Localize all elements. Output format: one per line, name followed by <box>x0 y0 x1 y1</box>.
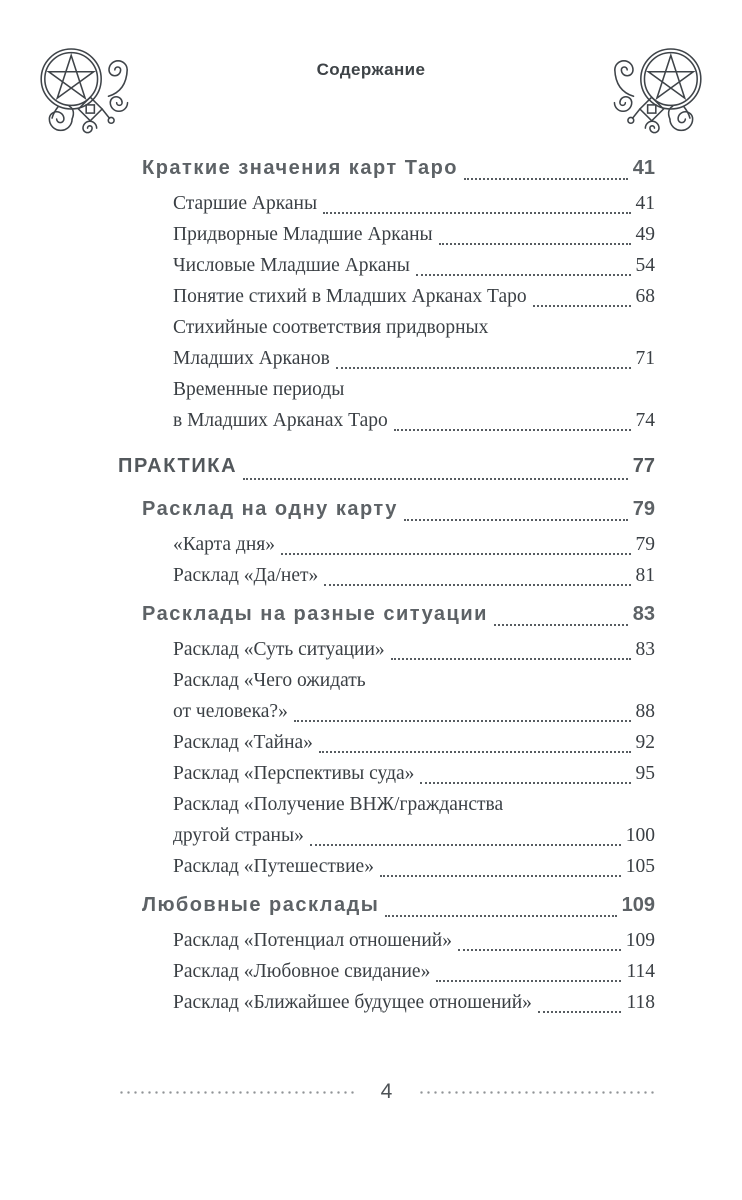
toc-entry-page: 118 <box>626 992 655 1013</box>
toc-entry-row <box>173 529 655 560</box>
dot-leader <box>390 405 634 436</box>
toc-entry-row <box>173 820 655 851</box>
toc-entry <box>173 956 655 987</box>
toc-entry <box>142 491 655 527</box>
toc-entry-text: Любовные расклады <box>142 894 380 916</box>
toc-entry-page: 114 <box>626 961 655 982</box>
toc-entry-row <box>142 887 655 923</box>
dot-leader <box>387 634 634 665</box>
footer-dotted-line-right <box>418 1091 655 1094</box>
dot-leader <box>277 529 633 560</box>
dot-leader <box>239 446 631 486</box>
dot-leader <box>529 281 634 312</box>
toc-entry-page: 79 <box>632 498 655 520</box>
toc-entry-row <box>173 281 655 312</box>
toc-entry-row <box>173 727 655 758</box>
toc-entry-row <box>173 219 655 250</box>
toc-entry-page: 83 <box>632 603 655 625</box>
pentagram-ornament-right-icon <box>609 44 709 144</box>
toc-entry-page: 92 <box>635 732 655 753</box>
dot-leader <box>454 925 624 956</box>
toc-entry-page: 41 <box>635 193 655 214</box>
toc-entry-page: 81 <box>635 565 655 586</box>
toc-entry-text: Расклады на разные ситуации <box>142 603 488 625</box>
toc-entry <box>173 758 655 789</box>
toc-entry-text: другой страны» <box>173 825 304 846</box>
toc-entry-page: 74 <box>635 410 655 431</box>
dot-leader <box>332 343 634 374</box>
dot-leader <box>412 250 634 281</box>
toc-entry <box>173 219 655 250</box>
toc-entry <box>173 374 655 436</box>
dot-leader <box>460 150 631 186</box>
toc-entry-text: Расклад «Тайна» <box>173 732 313 753</box>
dot-leader <box>320 560 633 591</box>
toc-entry <box>173 789 655 851</box>
toc-entry-text: Расклад «Да/нет» <box>173 565 319 586</box>
toc-entry <box>173 281 655 312</box>
toc-entry-page: 54 <box>635 255 655 276</box>
toc-entry <box>118 446 655 486</box>
toc-entry-row <box>173 405 655 436</box>
toc-entry <box>173 250 655 281</box>
toc-entry-row <box>173 188 655 219</box>
toc-entry-page: 88 <box>635 701 655 722</box>
toc-entry-text: Расклад «Суть ситуации» <box>173 639 385 660</box>
footer-page-number: 4 <box>380 1080 393 1103</box>
toc-entry-page: 109 <box>625 930 655 951</box>
toc-entry <box>173 312 655 374</box>
toc-entry-text: Понятие стихий в Младших Арканах Таро <box>173 286 527 307</box>
toc-entry-text: Расклад «Ближайшее будущее отношений» <box>173 992 532 1013</box>
toc-entry-page: 41 <box>632 157 655 179</box>
toc-entry-row <box>142 491 655 527</box>
toc-entry <box>173 727 655 758</box>
toc-entry-text: ПРАКТИКА <box>118 455 238 477</box>
footer-dotted-line-left <box>118 1091 355 1094</box>
toc-entry-text: Числовые Младшие Арканы <box>173 255 410 276</box>
toc-entry-page: 100 <box>625 825 655 846</box>
dot-leader <box>376 851 624 882</box>
toc-entry <box>142 150 655 186</box>
page-title: Содержание <box>316 60 426 79</box>
toc-entry-row <box>173 758 655 789</box>
toc-entry-text: Расклад «Перспективы суда» <box>173 763 415 784</box>
toc-entry <box>142 596 655 632</box>
toc-entry-row <box>173 343 655 374</box>
toc-entry-text: Расклад «Путешествие» <box>173 856 374 877</box>
toc-entry-row <box>173 956 655 987</box>
dot-leader <box>400 491 631 527</box>
toc-entry-page: 71 <box>635 348 655 369</box>
toc-entry-text: Краткие значения карт Таро <box>142 157 459 179</box>
toc-entry-row <box>173 696 655 727</box>
dot-leader <box>319 188 633 219</box>
page-footer <box>118 1080 655 1104</box>
toc-entry-text: Младших Арканов <box>173 348 330 369</box>
dot-leader <box>315 727 634 758</box>
toc-entry-text: Расклад «Получение ВНЖ/гражданства <box>173 794 504 815</box>
toc-entry-text: Расклад «Потенциал отношений» <box>173 930 452 951</box>
toc-entry-page: 105 <box>625 856 655 877</box>
dot-leader <box>534 987 625 1018</box>
toc-entry-text: Стихийные соответствия придворных <box>173 317 489 338</box>
toc-entry-row <box>173 851 655 882</box>
toc-entry-page: 79 <box>635 534 655 555</box>
toc-entry <box>173 665 655 727</box>
toc-entry <box>173 188 655 219</box>
dot-leader <box>490 596 631 632</box>
toc-entry-row <box>142 596 655 632</box>
toc-entry-page: 109 <box>621 894 655 916</box>
pentagram-ornament-left-icon <box>33 44 133 144</box>
toc-entry-text: от человека?» <box>173 701 288 722</box>
toc-entry <box>173 634 655 665</box>
toc-entry-row <box>173 925 655 956</box>
toc-entry <box>173 987 655 1018</box>
toc-entry-text: Временные периоды <box>173 379 345 400</box>
toc-entry-page: 95 <box>635 763 655 784</box>
toc-entry-text: Расклад «Любовное свидание» <box>173 961 431 982</box>
dot-leader <box>432 956 624 987</box>
toc-entry-text: в Младших Арканах Таро <box>173 410 388 431</box>
dot-leader <box>306 820 624 851</box>
toc-entry-row <box>173 560 655 591</box>
toc-entry-page: 49 <box>635 224 655 245</box>
toc-entry-text: Старшие Арканы <box>173 193 318 214</box>
toc-entry <box>173 529 655 560</box>
dot-leader <box>416 758 633 789</box>
toc-entry-row <box>118 446 655 486</box>
toc-entry <box>173 851 655 882</box>
table-of-contents <box>118 150 655 1018</box>
toc-entry-row <box>173 987 655 1018</box>
toc-entry <box>173 560 655 591</box>
dot-leader <box>381 887 619 923</box>
toc-entry-page: 68 <box>635 286 655 307</box>
toc-entry-row <box>142 150 655 186</box>
toc-entry-row <box>173 634 655 665</box>
toc-entry-text: Придворные Младшие Арканы <box>173 224 433 245</box>
toc-entry <box>142 887 655 923</box>
dot-leader <box>435 219 634 250</box>
toc-entry-text: Расклад «Чего ожидать <box>173 670 366 691</box>
toc-entry <box>173 925 655 956</box>
dot-leader <box>290 696 634 727</box>
toc-entry-text: «Карта дня» <box>173 534 276 555</box>
toc-entry-page: 83 <box>635 639 655 660</box>
toc-entry-row <box>173 250 655 281</box>
toc-entry-text: Расклад на одну карту <box>142 498 398 520</box>
toc-entry-page: 77 <box>632 455 655 477</box>
